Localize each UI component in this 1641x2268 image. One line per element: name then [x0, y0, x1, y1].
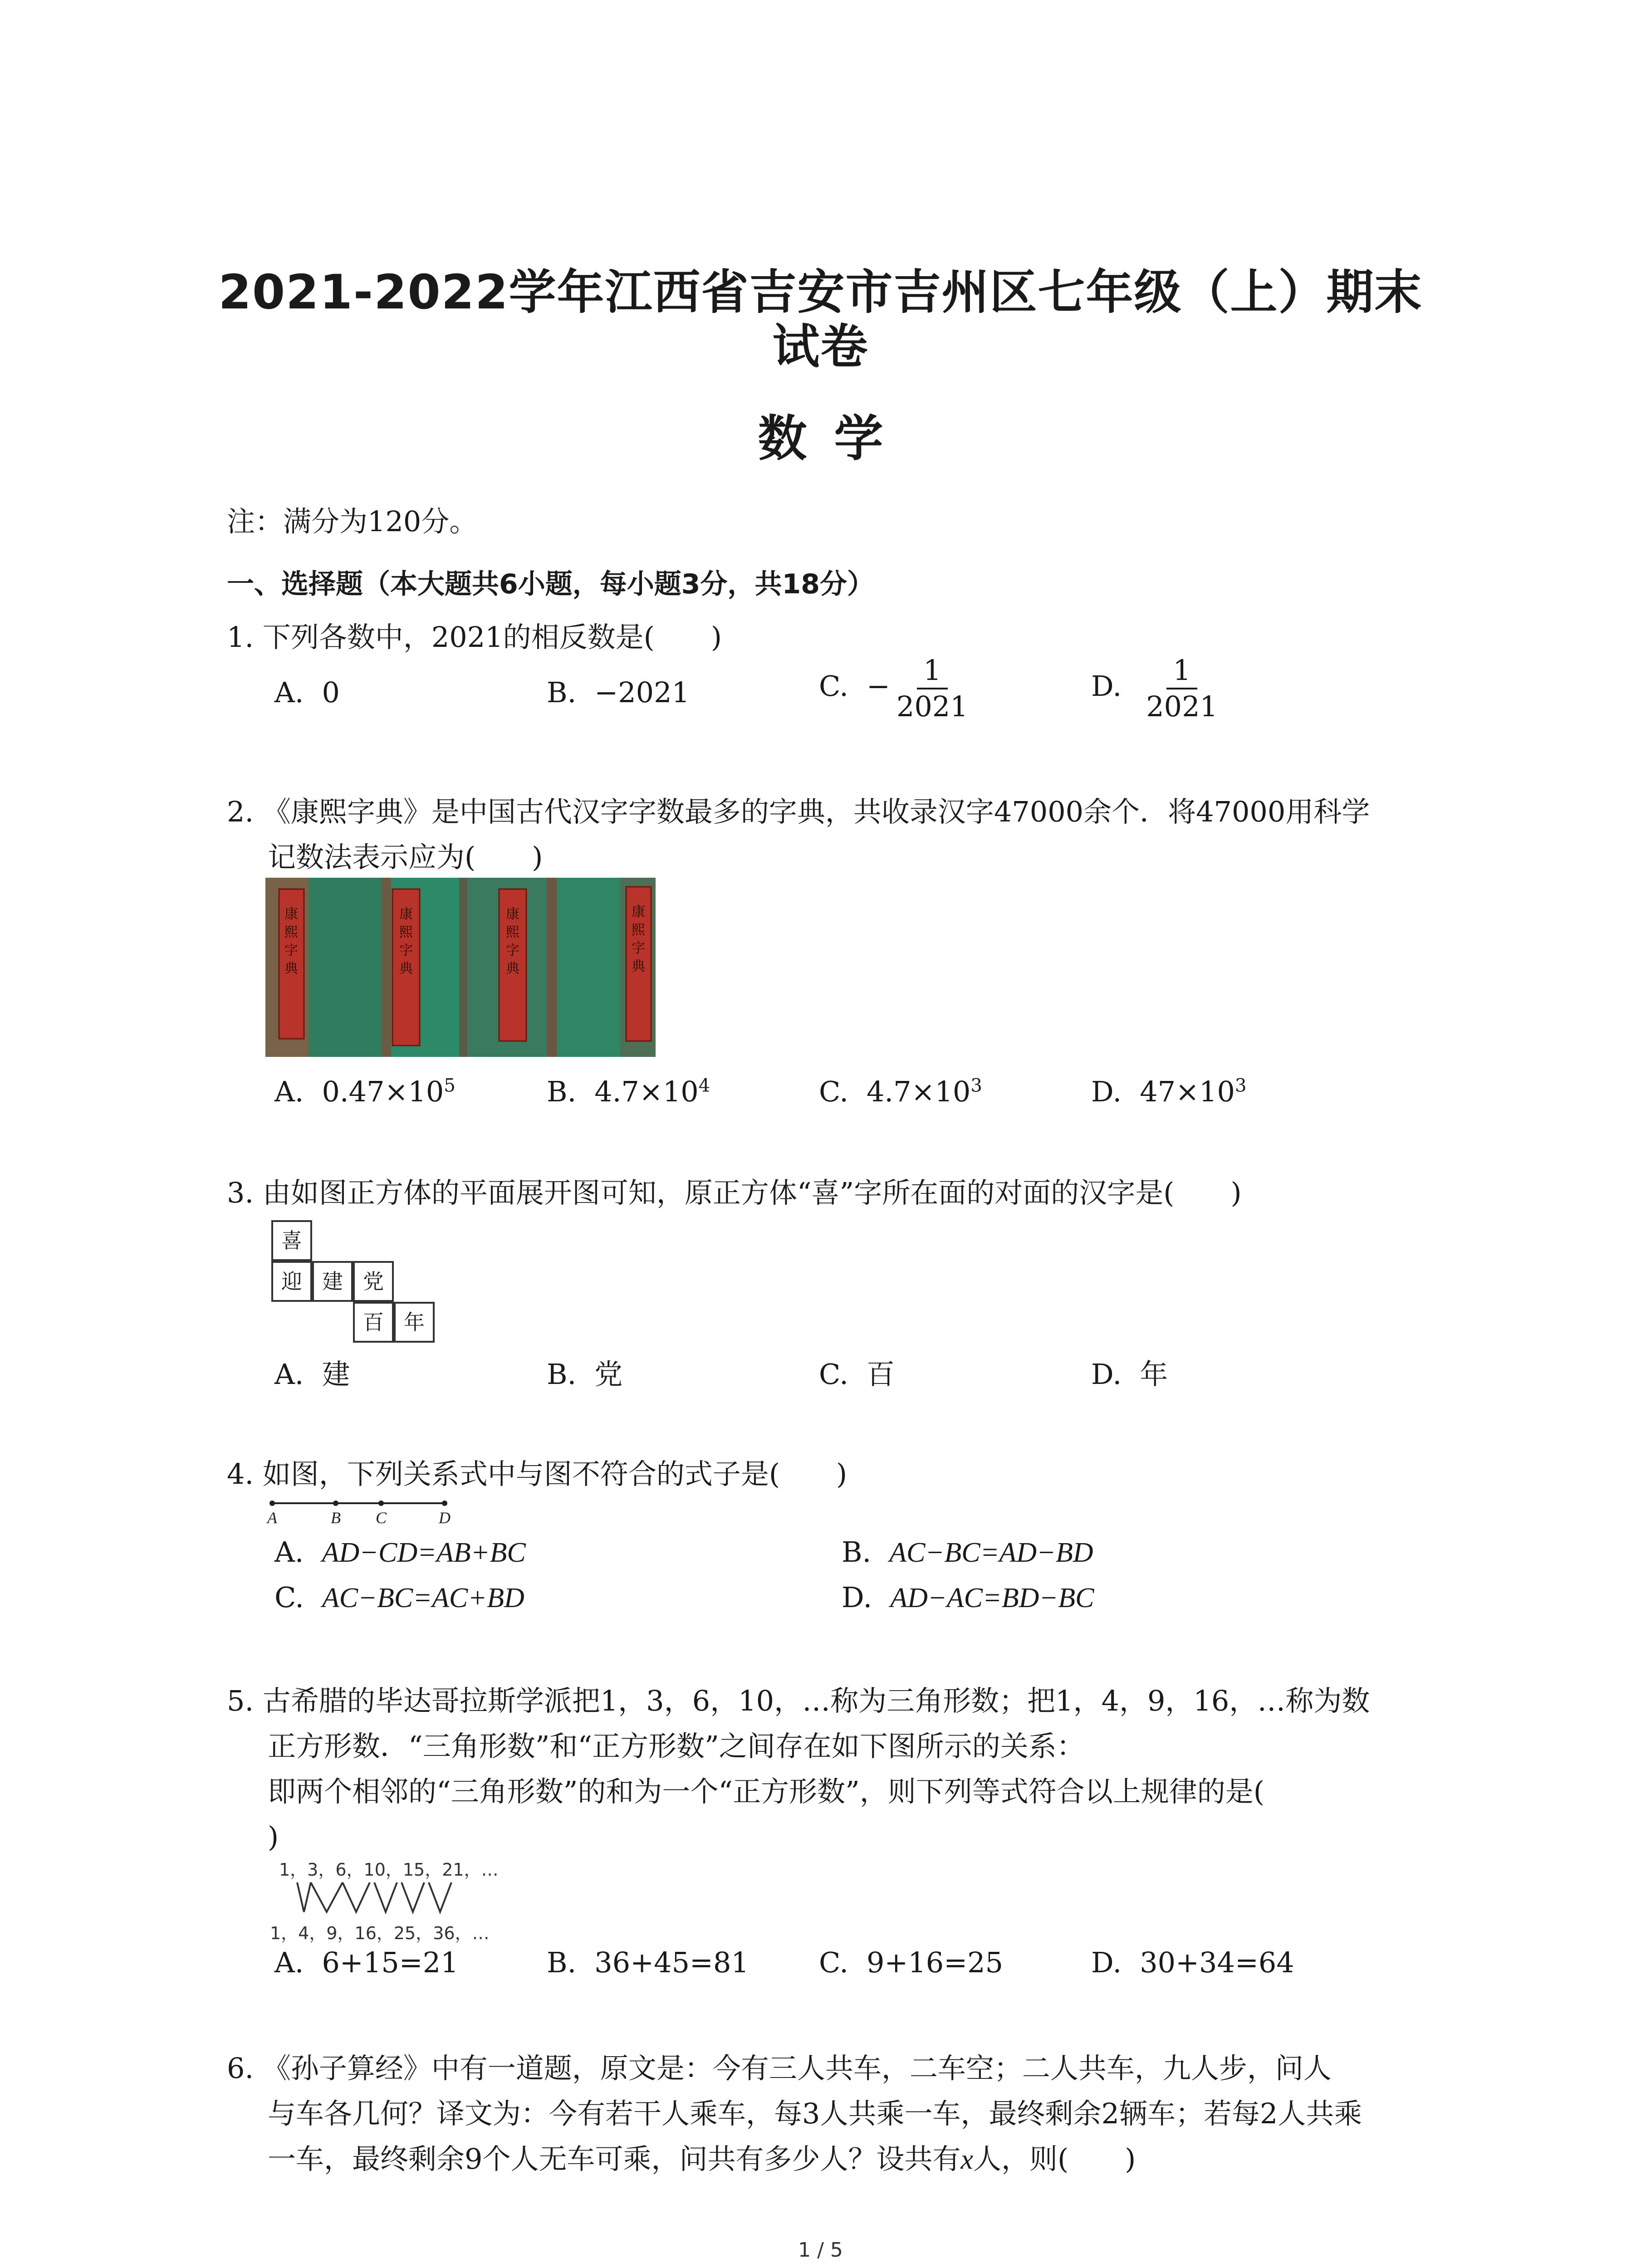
q3-option-a[interactable] [274, 1352, 350, 1392]
book-spine-text: 典 [632, 958, 645, 974]
option-label: A. [274, 1358, 304, 1391]
triangular-square-number-figure [265, 1857, 529, 1948]
option-label: B. [547, 1946, 577, 1979]
option-label: B. [547, 1358, 577, 1391]
question-3-text: 3. 由如图正方体的平面展开图可知，原正方体“喜”字所在面的对面的汉字是( ) [227, 1176, 1242, 1209]
q3-option-b[interactable] [547, 1352, 622, 1392]
fraction [1140, 653, 1224, 724]
book-spine-text: 字 [632, 940, 645, 956]
question-6-line3-end: 人，则( ) [973, 2142, 1136, 2175]
cube-face: 迎 [271, 1261, 312, 1302]
negative-sign: − [866, 670, 890, 703]
question-6-line3 [268, 2136, 1136, 2182]
section-heading-choice: 一、选择题（本大题共6小题，每小题3分，共18分） [227, 568, 874, 600]
option-label: A. [274, 676, 304, 709]
option-label: B. [547, 1075, 577, 1108]
kangxi-dictionary-photo [265, 878, 656, 1057]
cube-face: 年 [394, 1302, 435, 1343]
book-spine-text: 康 [506, 906, 519, 922]
option-value: −2021 [594, 676, 690, 709]
question-5-line1: 5. 古希腊的毕达哥拉斯学派把1，3，6，10，…称为三角形数；把1，4，9，16，…称为数 [227, 1684, 1370, 1717]
q5-option-c[interactable] [819, 1946, 1003, 1979]
option-label: D. [1091, 1075, 1122, 1108]
q3-option-c[interactable] [819, 1352, 895, 1392]
point-label-b: B [331, 1509, 341, 1527]
option-value: 年 [1140, 1358, 1168, 1391]
option-value: 百 [866, 1358, 895, 1391]
option-value: 47×10 [1140, 1075, 1235, 1108]
book-spine-text: 字 [506, 943, 519, 958]
score-note: 注：满分为120分。 [227, 505, 478, 538]
option-label: B. [547, 676, 577, 709]
option-value: 0.47×10 [322, 1075, 444, 1108]
cube-face: 党 [353, 1261, 394, 1302]
q2-option-c[interactable] [819, 1075, 982, 1108]
option-value: 6+15=21 [322, 1946, 459, 1979]
option-label: C. [819, 670, 848, 703]
question-6-line1: 6. 《孙子算经》中有一道题，原文是：今有三人共车，二车空；二人共车，九人步，问人 [227, 2052, 1332, 2085]
option-value: 4.7×10 [866, 1075, 971, 1108]
page-number: 1 / 5 [798, 2239, 843, 2262]
q1-option-c[interactable] [819, 653, 975, 724]
book-spine-text: 熙 [399, 924, 413, 940]
q2-option-d[interactable] [1091, 1075, 1246, 1108]
q4-option-c[interactable] [274, 1581, 524, 1614]
option-value: 4.7×10 [594, 1075, 699, 1108]
book-spine-text: 康 [632, 904, 645, 920]
q1-option-d[interactable] [1091, 653, 1224, 724]
q5-option-b[interactable] [547, 1946, 749, 1979]
question-6-line2: 与车各几何？译文为：今有若干人乘车，每3人共乘一车，最终剩余2辆车；若每2人共乘 [268, 2097, 1362, 2130]
question-1-text: 1. 下列各数中，2021的相反数是( ) [227, 621, 722, 654]
q3-option-d[interactable] [1091, 1352, 1168, 1392]
line-segment-figure [263, 1497, 463, 1529]
q1-option-b[interactable] [547, 676, 690, 709]
exponent: 5 [444, 1075, 456, 1096]
option-label: C. [819, 1358, 848, 1391]
question-5-line4: ) [268, 1820, 279, 1853]
book-spine-text: 熙 [632, 922, 645, 938]
cube-face: 建 [312, 1261, 353, 1302]
option-value: 9+16=25 [866, 1946, 1004, 1979]
option-label: A. [274, 1075, 304, 1108]
question-5-line3: 即两个相邻的“三角形数”的和为一个“正方形数”，则下列等式符合以上规律的是( [268, 1775, 1264, 1808]
q5-option-a[interactable] [274, 1946, 459, 1979]
q2-option-a[interactable] [274, 1075, 456, 1108]
book-spine-text: 熙 [506, 924, 519, 940]
option-label: A. [274, 1535, 304, 1569]
option-label: D. [842, 1581, 872, 1614]
question-5-line2: 正方形数．“三角形数”和“正方形数”之间存在如下图所示的关系： [268, 1730, 1085, 1763]
option-value: 36+45=81 [594, 1946, 749, 1979]
q4-option-b[interactable] [842, 1535, 1093, 1569]
exponent: 3 [970, 1075, 982, 1096]
book-spine-text: 字 [399, 943, 413, 958]
option-label: C. [274, 1581, 304, 1614]
cube-face: 喜 [271, 1220, 312, 1261]
q4-option-d[interactable] [842, 1581, 1094, 1614]
option-label: B. [842, 1535, 872, 1569]
book-spine-text: 康 [399, 906, 413, 922]
question-4-text: 4. 如图，下列关系式中与图不符合的式子是( ) [227, 1457, 847, 1491]
q4-option-a[interactable] [274, 1535, 526, 1569]
option-value: AD−CD=AB+BC [322, 1537, 526, 1568]
subject-title: 数学 [758, 411, 911, 467]
variable-x: x [960, 2144, 973, 2175]
book-spine-text: 典 [506, 961, 519, 977]
book-spine-text: 字 [284, 943, 298, 958]
fraction-numerator: 1 [1166, 653, 1197, 689]
q1-option-a[interactable] [274, 676, 340, 709]
option-label: D. [1091, 1946, 1122, 1979]
fraction [890, 653, 975, 724]
fraction-denominator: 2021 [1146, 690, 1218, 723]
point-label-a: A [267, 1509, 277, 1527]
option-value: AC−BC=AD−BD [889, 1537, 1093, 1568]
pairing-v-marks [297, 1882, 451, 1912]
option-value: AD−AC=BD−BC [890, 1583, 1094, 1613]
option-label: D. [1091, 670, 1122, 703]
option-label: D. [1091, 1358, 1122, 1391]
option-label: A. [274, 1946, 304, 1979]
book-spine-text: 典 [284, 961, 298, 977]
option-value: 30+34=64 [1140, 1946, 1294, 1979]
book-spine-text: 熙 [284, 924, 298, 940]
q5-option-d[interactable] [1091, 1946, 1294, 1979]
option-value: 建 [322, 1358, 350, 1391]
option-label: C. [819, 1075, 848, 1108]
option-value: 0 [322, 676, 340, 709]
question-2-line1: 2. 《康熙字典》是中国古代汉字字数最多的字典，共收录汉字47000余个．将47000用科学 [227, 795, 1370, 828]
question-2-line2: 记数法表示应为( ) [268, 841, 543, 874]
book-spine-text: 康 [284, 906, 298, 922]
q2-option-b[interactable] [547, 1075, 710, 1108]
option-value: AC−BC=AC+BD [322, 1583, 524, 1613]
fraction-numerator: 1 [917, 653, 947, 689]
exponent: 4 [698, 1075, 710, 1096]
question-6-line3-start: 一车，最终剩余9个人无车可乘，问共有多少人？设共有 [268, 2142, 961, 2175]
cube-face: 百 [353, 1302, 394, 1343]
point-label-d: D [439, 1509, 451, 1527]
exam-title-line2: 试卷 [772, 319, 869, 374]
square-numbers-row: 1，4，9，16，25，36，… [270, 1923, 490, 1943]
triangular-numbers-row: 1，3，6，10，15，21，… [279, 1860, 499, 1880]
option-label: C. [819, 1946, 848, 1979]
point-label-c: C [375, 1509, 387, 1527]
exam-title-line1: 2021-2022学年江西省吉安市吉州区七年级（上）期末 [218, 264, 1423, 320]
fraction-denominator: 2021 [896, 690, 968, 723]
option-value: 党 [594, 1358, 623, 1391]
book-spine-text: 典 [399, 961, 413, 977]
exponent: 3 [1234, 1075, 1247, 1096]
